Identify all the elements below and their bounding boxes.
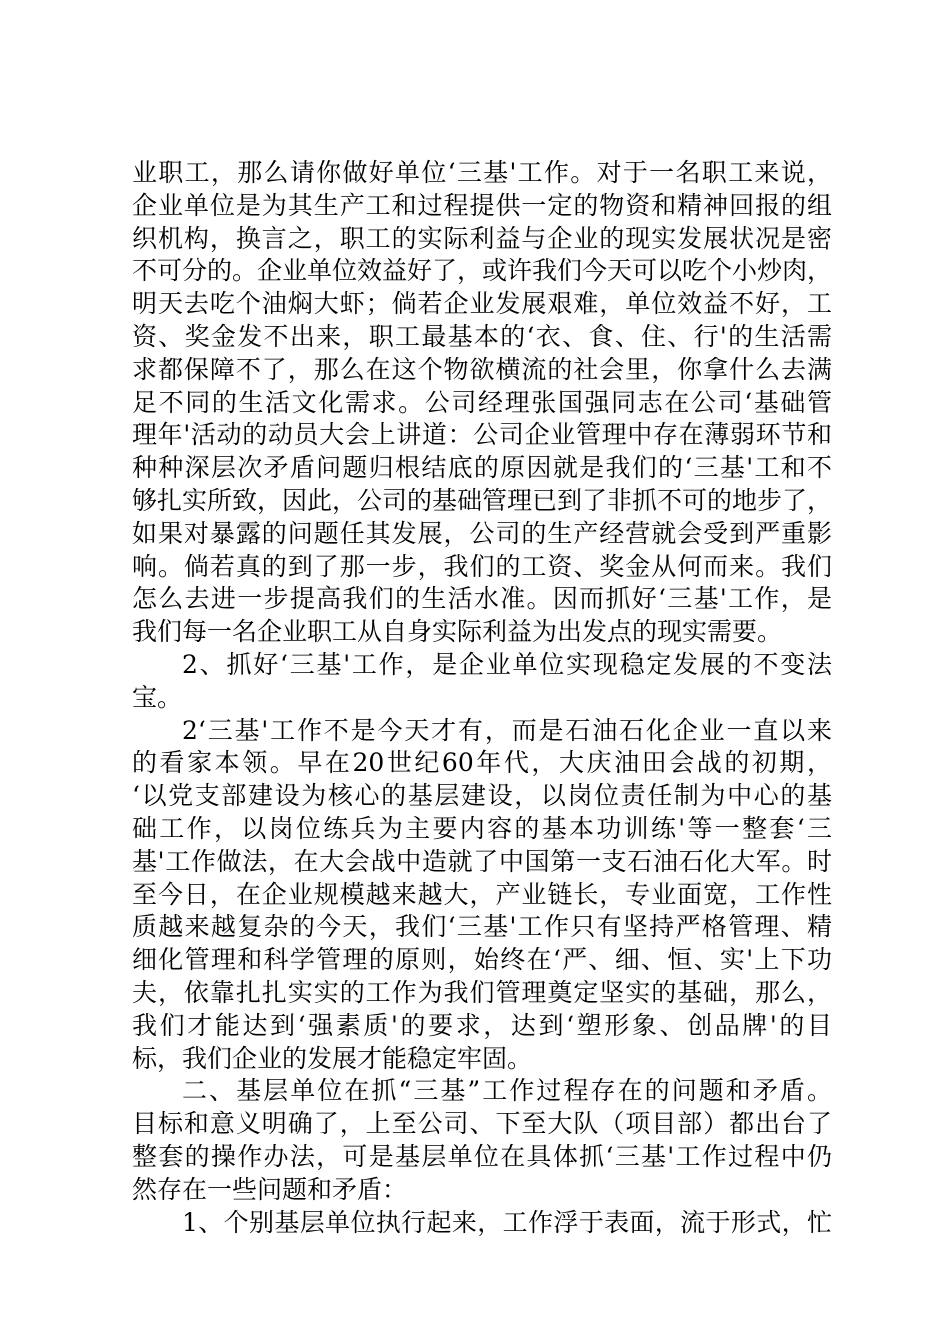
text-line: 然存在一些问题和矛盾： [132, 1174, 408, 1204]
text-line: 目标和意义明确了，上至公司、下至大队（项目部）都出台了 [132, 1109, 832, 1139]
text-line: 我们才能达到‘强素质'的要求，达到‘塑形象、创品牌'的目 [132, 1010, 832, 1040]
text-line: 种种深层次矛盾问题归根结底的原因就是我们的‘三基'工和不 [132, 453, 832, 483]
text-line: 我们每一名企业职工从自身实际利益为出发点的现实需要。 [132, 617, 783, 647]
text-line: 至今日，在企业规模越来越大，产业链长，专业面宽，工作性 [132, 879, 832, 909]
text-line: 2、抓好‘三基'工作，是企业单位实现稳定发展的不变法 [182, 649, 832, 679]
text-line: 2‘三基'工作不是今天才有，而是石油石化企业一直以来 [182, 715, 832, 745]
text-line: 明天去吃个油焖大虾；倘若企业发展艰难，单位效益不好，工 [132, 289, 832, 319]
text-line: 二、基层单位在抓“三基”工作过程存在的问题和矛盾。 [182, 1076, 832, 1106]
text-line: 求都保障不了，那么在这个物欲横流的社会里，你拿什么去满 [132, 354, 832, 384]
text-line: 础工作，以岗位练兵为主要内容的基本功训练'等一整套‘三 [132, 813, 832, 843]
text-line: 怎么去进一步提高我们的生活水准。因而抓好‘三基'工作，是 [132, 584, 832, 614]
text-line: 基'工作做法，在大会战中造就了中国第一支石油石化大军。时 [132, 846, 832, 876]
text-line: 整套的操作办法，可是基层单位在具体抓‘三基'工作过程中仍 [132, 1141, 832, 1171]
text-line: 1、个别基层单位执行起来，工作浮于表面，流于形式，忙 [182, 1207, 832, 1237]
text-line: 如果对暴露的问题任其发展，公司的生产经营就会受到严重影 [132, 518, 832, 548]
text-line: 标，我们企业的发展才能稳定牢固。 [132, 1043, 533, 1073]
text-line: 细化管理和科学管理的原则，始终在‘严、细、恒、实'上下功 [132, 945, 832, 975]
text-line: 响。倘若真的到了那一步，我们的工资、奖金从何而来。我们 [132, 551, 832, 581]
text-line: 理年'活动的动员大会上讲道：公司企业管理中存在薄弱环节和 [132, 420, 832, 450]
text-line: 资、奖金发不出来，职工最基本的‘衣、食、住、行'的生活需 [132, 321, 832, 351]
text-line: 织机构，换言之，职工的实际利益与企业的现实发展状况是密 [132, 223, 832, 253]
text-line: 质越来越复杂的今天，我们‘三基'工作只有坚持严格管理、精 [132, 912, 832, 942]
text-line: 够扎实所致，因此，公司的基础管理已到了非抓不可的地步了， [132, 485, 832, 515]
text-line: ‘以党支部建设为核心的基层建设，以岗位责任制为中心的基 [132, 781, 832, 811]
text-line: 宝。 [132, 682, 183, 712]
text-line: 业职工，那么请你做好单位‘三基'工作。对于一名职工来说， [132, 158, 832, 187]
text-line: 的看家本领。早在20世纪60年代，大庆油田会战的初期， [132, 748, 832, 778]
text-line: 足不同的生活文化需求。公司经理张国强同志在公司‘基础管 [132, 387, 832, 417]
text-line: 不可分的。企业单位效益好了，或许我们今天可以吃个小炒肉， [132, 256, 832, 286]
text-line: 夫，依靠扎扎实实的工作为我们管理奠定坚实的基础，那么， [132, 977, 832, 1007]
text-line: 企业单位是为其生产工和过程提供一定的物资和精神回报的组 [132, 190, 832, 220]
document-body [132, 157, 832, 1239]
